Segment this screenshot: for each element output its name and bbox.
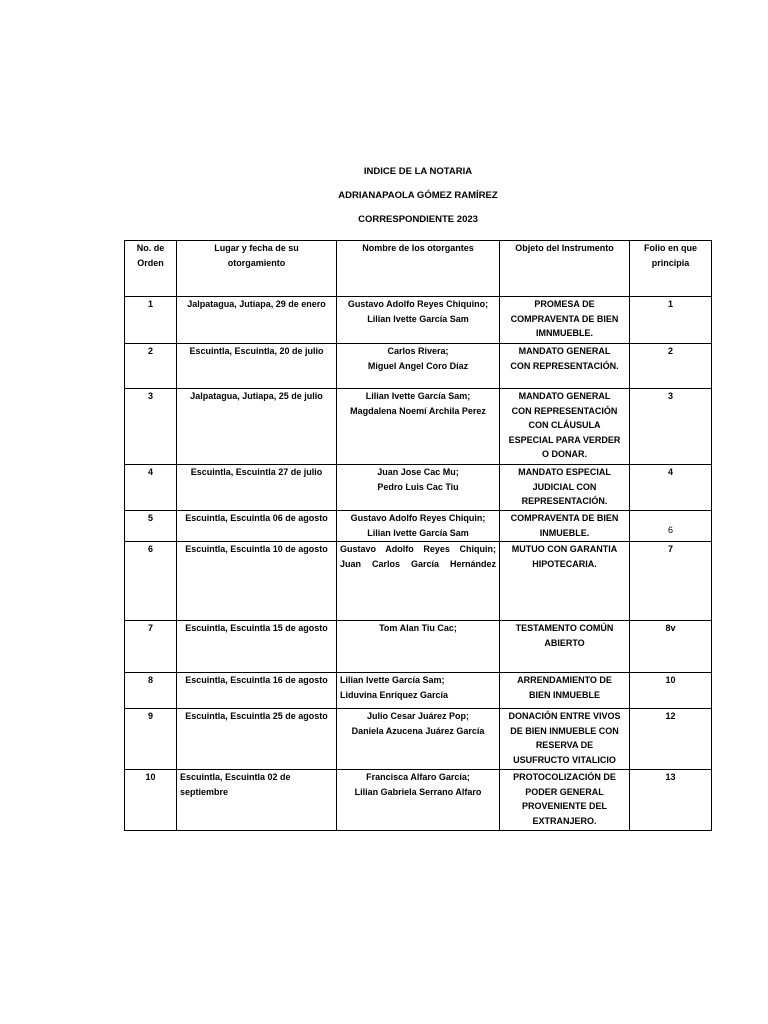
order-number: 3 (125, 389, 177, 465)
place-date: Escuintla, Escuintla 16 de agosto (177, 673, 337, 709)
column-header-folio: Folio en que principia (630, 241, 712, 297)
place-date: Escuintla, Escuintla 02 de septiembre (177, 770, 337, 831)
table-row (125, 542, 712, 621)
folio: 2 (630, 344, 712, 389)
instrument-object: TESTAMENTO COMÚN ABIERTO (500, 621, 630, 673)
table-row (125, 770, 712, 831)
folio: 13 (630, 770, 712, 831)
order-number: 2 (125, 344, 177, 389)
folio: 12 (630, 709, 712, 770)
place-date: Escuintla, Escuintla 10 de agosto (177, 542, 337, 621)
parties: Carlos Rivera; Miguel Angel Coro Díaz (337, 344, 500, 389)
table-row (125, 297, 712, 344)
place-date: Jalpatagua, Jutiapa, 25 de julio (177, 389, 337, 465)
order-number: 4 (125, 465, 177, 511)
parties: Lilian Ivette García Sam; Liduvina Enríquez García (337, 673, 500, 709)
parties: Gustavo Adolfo Reyes Chiquino; Lilian Ivette García Sam (337, 297, 500, 344)
order-number: 5 (125, 511, 177, 542)
column-header-order: No. de Orden (125, 241, 177, 297)
order-number: 9 (125, 709, 177, 770)
instrument-object: MUTUO CON GARANTIA HIPOTECARIA. (500, 542, 630, 621)
column-header-object: Objeto del Instrumento (500, 241, 630, 297)
column-header-place-date: Lugar y fecha de su otorgamiento (177, 241, 337, 297)
instrument-object: PROMESA DE COMPRAVENTA DE BIEN IMNMUEBLE. (500, 297, 630, 344)
table-row (125, 389, 712, 465)
place-date: Escuintla, Escuintla 15 de agosto (177, 621, 337, 673)
folio: 7 (630, 542, 712, 621)
parties: Gustavo Adolfo Reyes Chiquin; Lilian Ivette García Sam (337, 511, 500, 542)
place-date: Jalpatagua, Jutiapa, 29 de enero (177, 297, 337, 344)
order-number: 6 (125, 542, 177, 621)
table-row (125, 621, 712, 673)
instrument-object: COMPRAVENTA DE BIEN INMUEBLE. (500, 511, 630, 542)
table-row (125, 344, 712, 389)
instrument-object: MANDATO GENERAL CON REPRESENTACIÓN. (500, 344, 630, 389)
column-header-parties: Nombre de los otorgantes (337, 241, 500, 297)
parties: Tom Alan Tiu Cac; (337, 621, 500, 673)
order-number: 8 (125, 673, 177, 709)
folio: 10 (630, 673, 712, 709)
parties: Lilian Ivette García Sam; Magdalena Noemí Archila Perez (337, 389, 500, 465)
parties: Juan Jose Cac Mu; Pedro Luis Cac Tiu (337, 465, 500, 511)
table-header-row (125, 241, 712, 297)
document-title: INDICE DE LA NOTARIA (363, 166, 473, 177)
period-label: CORRESPONDIENTE 2023 (358, 214, 478, 225)
instrument-object: DONACIÓN ENTRE VIVOS DE BIEN INMUEBLE CON RESERVA DE USUFRUCTO VITALICIO (500, 709, 630, 770)
folio: 6 (630, 511, 712, 542)
parties: Gustavo Adolfo Reyes Chiquin; Juan Carlos García Hernández (337, 542, 500, 621)
table-row (125, 511, 712, 542)
table-row (125, 709, 712, 770)
table-row (125, 465, 712, 511)
instrument-object: ARRENDAMIENTO DE BIEN INMUEBLE (500, 673, 630, 709)
place-date: Escuintla, Escuintla, 20 de julio (177, 344, 337, 389)
folio: 4 (630, 465, 712, 511)
index-table (124, 240, 712, 831)
folio: 8v (630, 621, 712, 673)
place-date: Escuintla, Escuintla 25 de agosto (177, 709, 337, 770)
folio: 3 (630, 389, 712, 465)
instrument-object: MANDATO ESPECIAL JUDICIAL CON REPRESENTACIÓN. (500, 465, 630, 511)
order-number: 1 (125, 297, 177, 344)
instrument-object: MANDATO GENERAL CON REPRESENTACIÓN CON CLÁUSULA ESPECIAL PARA VERDER O DONAR. (500, 389, 630, 465)
order-number: 10 (125, 770, 177, 831)
folio: 1 (630, 297, 712, 344)
notary-name: ADRIANAPAOLA GÓMEZ RAMÍREZ (338, 190, 498, 201)
parties: Julio Cesar Juárez Pop; Daniela Azucena Juárez García (337, 709, 500, 770)
instrument-object: PROTOCOLIZACIÓN DE PODER GENERAL PROVENIENTE DEL EXTRANJERO. (500, 770, 630, 831)
order-number: 7 (125, 621, 177, 673)
table-row (125, 673, 712, 709)
place-date: Escuintla, Escuintla 27 de julio (177, 465, 337, 511)
parties: Francisca Alfaro García; Lilian Gabriela Serrano Alfaro (337, 770, 500, 831)
place-date: Escuintla, Escuintla 06 de agosto (177, 511, 337, 542)
